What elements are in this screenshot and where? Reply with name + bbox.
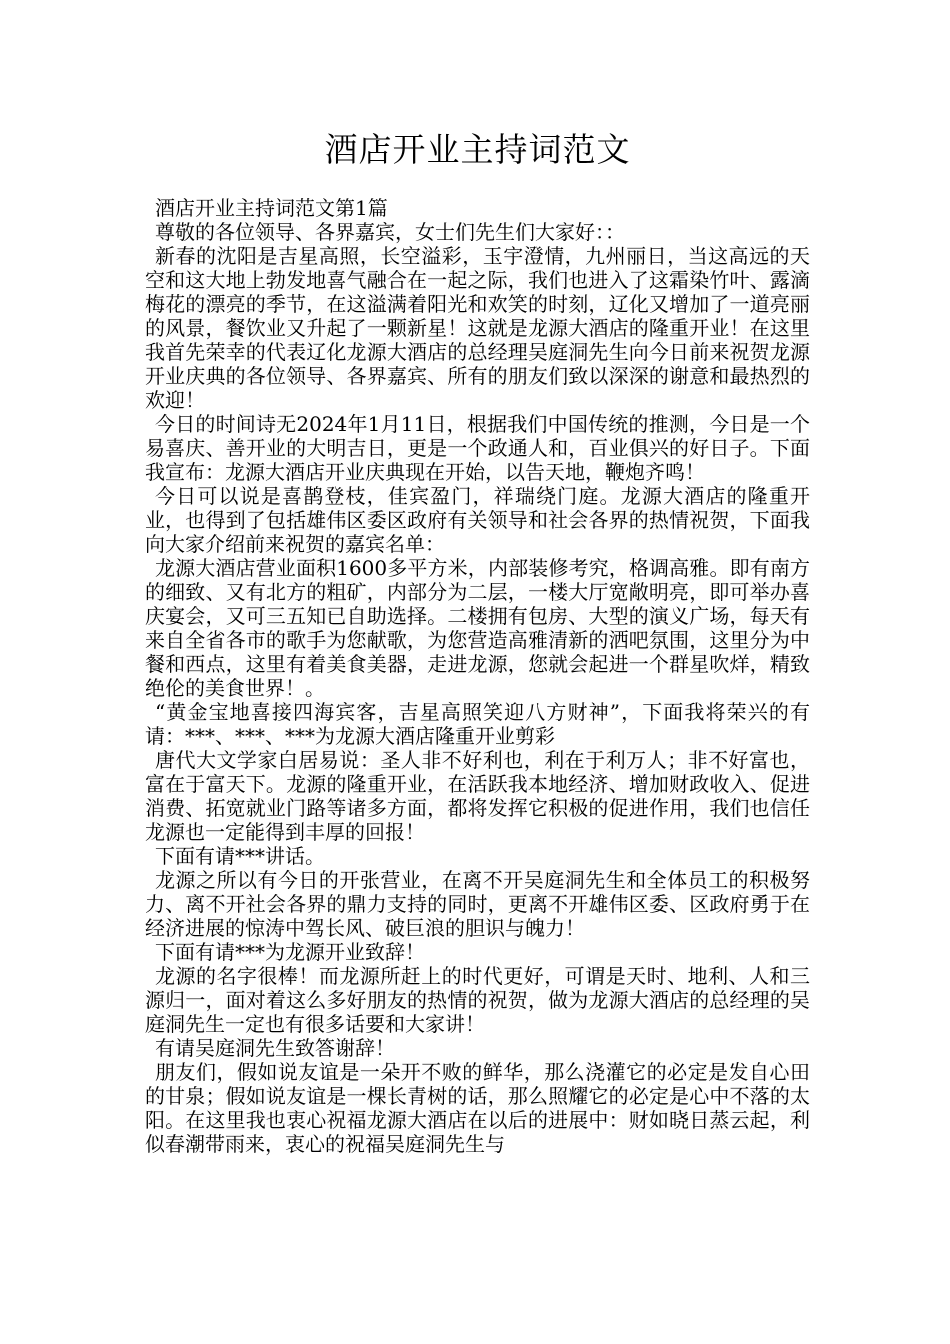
- paragraph: 朋友们，假如说友谊是一朵开不败的鲜华，那么浇灌它的必定是发自心田的甘泉；假如说友谊是一棵长青树的话，那么照耀它的必定是心中不落的太阳。在这里我也衷心祝福龙源大酒店在以后的进展中：财如晓日蒸云起，利似春潮带雨来，衷心的祝福吴庭洞先生与: [145, 1060, 810, 1156]
- paragraph: 下面有请***为龙源开业致辞！: [155, 940, 425, 964]
- document-body: [145, 196, 810, 1156]
- paragraph: “黄金宝地喜接四海宾客，吉星高照笑迎八方财神”，下面我将荣兴的有请：***、***、***为龙源大酒店隆重开业剪彩: [145, 700, 810, 748]
- section-heading: 酒店开业主持词范文第1篇: [155, 196, 388, 220]
- document-title: 酒店开业主持词范文: [324, 130, 631, 169]
- paragraph: 今日的时间诗无2024年1月11日，根据我们中国传统的推测，今日是一个易喜庆、善开业的大明吉日，更是一个政通人和，百业俱兴的好日子。下面我宣布：龙源大酒店开业庆典现在开始，以告天地，鞭炮齐鸣！: [145, 412, 810, 484]
- paragraph: 唐代大文学家白居易说：圣人非不好利也，利在于利万人；非不好富也，富在于富天下。龙源的隆重开业，在活跃我本地经济、增加财政收入、促进消费、拓宽就业门路等诸多方面，都将发挥它积极的促进作用，我们也信任龙源也一定能得到丰厚的回报！: [145, 748, 810, 844]
- paragraph: 下面有请***讲话。: [155, 844, 325, 868]
- paragraph: 今日可以说是喜鹊登枝，佳宾盈门，祥瑞绕门庭。龙源大酒店的隆重开业，也得到了包括雄伟区委区政府有关领导和社会各界的热情祝贺，下面我向大家介绍前来祝贺的嘉宾名单：: [145, 484, 810, 556]
- salutation: 尊敬的各位领导、各界嘉宾，女士们先生们大家好：：: [155, 220, 625, 244]
- paragraph: 有请吴庭洞先生致答谢辞！: [155, 1036, 395, 1060]
- paragraph: 新春的沈阳是吉星高照，长空溢彩，玉宇澄情，九州丽日，当这高远的天空和这大地上勃发地喜气融合在一起之际，我们也进入了这霜染竹叶、露滴梅花的漂亮的季节，在这溢满着阳光和欢笑的时刻，辽化又增加了一道亮丽的风景，餐饮业又升起了一颗新星！这就是龙源大酒店的隆重开业！在这里我首先荣幸的代表辽化龙源大酒店的总经理吴庭洞先生向今日前来祝贺龙源开业庆典的各位领导、各界嘉宾、所有的朋友们致以深深的谢意和最热烈的欢迎！: [145, 244, 810, 412]
- document-page: [145, 128, 810, 1156]
- paragraph: 龙源的名字很棒！而龙源所赶上的时代更好，可谓是天时、地利、人和三源归一，面对着这么多好朋友的热情的祝贺，做为龙源大酒店的总经理的吴庭洞先生一定也有很多话要和大家讲！: [145, 964, 810, 1036]
- paragraph: 龙源大酒店营业面积1600多平方米，内部装修考究，格调高雅。即有南方的细致、又有北方的粗矿，内部分为二层，一楼大厅宽敞明亮，即可举办喜庆宴会，又可三五知已自助选择。二楼拥有包房、大型的演义广场，每天有来自全省各市的歌手为您献歌，为您营造高雅清新的洒吧氛围，这里分为中餐和西点，这里有着美食美器，走进龙源，您就会起进一个群星吹烊，精致绝伦的美食世界！。: [145, 556, 810, 700]
- paragraph: 龙源之所以有今日的开张营业，在离不开吴庭洞先生和全体员工的积极努力、离不开社会各界的鼎力支持的同时，更离不开雄伟区委、区政府勇于在经济进展的惊涛中驾长风、破巨浪的胆识与魄力！: [145, 868, 810, 940]
